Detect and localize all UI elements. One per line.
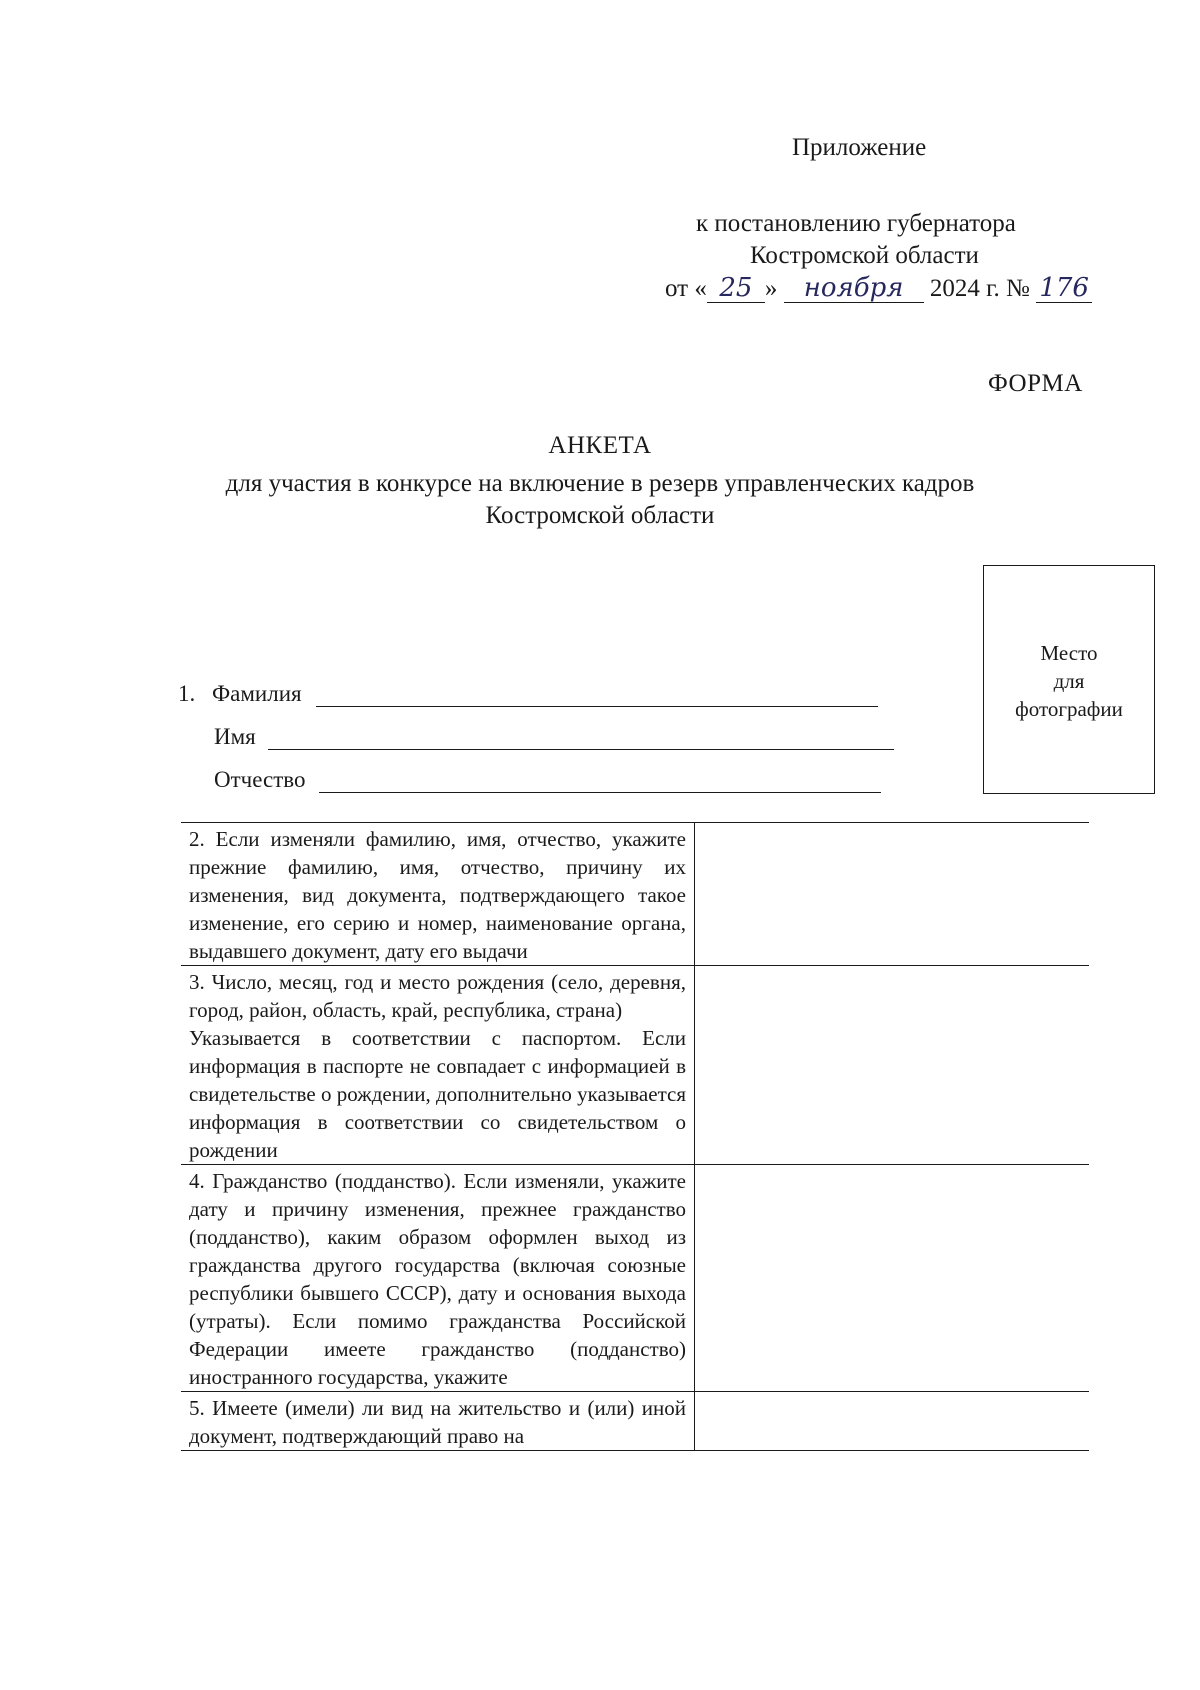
patronymic-label: Отчество <box>214 767 306 792</box>
question-text: 5. Имеете (имели) ли вид на жительство и (или) иной документ, подтверждающий право на <box>189 1396 686 1448</box>
first-name-label: Имя <box>214 724 256 749</box>
answer-cell[interactable] <box>695 823 1090 966</box>
date-prefix: от « <box>665 275 707 302</box>
form-label: ФОРМА <box>988 370 1083 397</box>
table-row <box>181 823 1089 966</box>
appendix-line-resolution: к постановлению губернатора <box>696 210 1016 237</box>
appendix-date-line <box>665 274 1092 303</box>
handwritten-doc-number: 176 <box>1036 274 1092 303</box>
handwritten-month: ноября <box>784 274 924 303</box>
photo-label-line2: для <box>1053 669 1085 693</box>
patronymic-row <box>214 767 881 793</box>
question-text: 2. Если изменяли фамилию, имя, отчество, укажите прежние фамилию, имя, отчество, причину их изменения, вид документа, подтверждающего такое изменение, его серию и номер, наименование органа, выдавшего документ, дату его выдачи <box>189 827 686 963</box>
questionnaire-table <box>181 822 1089 1451</box>
question-note: Указывается в соответствии с паспортом. Если информация в паспорте не совпадает с информацией в свидетельстве о рождении, дополнительно указывается информация в соответствии со свидетельством о рождении <box>189 1026 686 1162</box>
question-number: 1. <box>178 681 196 706</box>
handwritten-day: 25 <box>707 274 765 303</box>
table-row <box>181 1165 1089 1392</box>
question-text: 3. Число, месяц, год и место рождения (село, деревня, город, район, область, край, республика, страна) <box>189 970 686 1022</box>
table-row <box>181 966 1089 1165</box>
question-text: 4. Гражданство (подданство). Если изменяли, укажите дату и причину изменения, прежнее гражданство (подданство), каким образом оформлен выход из гражданства другого государства (включая союзные республики бывшего СССР), дату и основания выхода (утраты). Если помимо гражданства Российской Федерации имеете гражданство (подданство) иностранного государства, укажите <box>189 1169 686 1389</box>
surname-row <box>178 681 878 707</box>
photo-placeholder <box>983 565 1155 794</box>
date-year: 2024 г. № <box>929 275 1030 302</box>
document-subtitle: для участия в конкурсе на включение в резерв управленческих кадров <box>225 470 975 497</box>
table-row <box>181 1392 1089 1451</box>
answer-cell[interactable] <box>695 1392 1090 1451</box>
date-mid: » <box>764 275 778 302</box>
question-cell <box>181 1392 695 1451</box>
first-name-field[interactable] <box>268 725 894 750</box>
answer-cell[interactable] <box>695 966 1090 1165</box>
appendix-line-region: Костромской области <box>750 242 979 269</box>
answer-cell[interactable] <box>695 1165 1090 1392</box>
question-cell <box>181 1165 695 1392</box>
patronymic-field[interactable] <box>319 768 881 793</box>
question-text-clip <box>189 1394 686 1450</box>
photo-label-line1: Место <box>1040 641 1098 665</box>
appendix-title: Приложение <box>792 134 927 161</box>
document-title: АНКЕТА <box>548 432 652 459</box>
photo-label-line3: фотографии <box>1015 697 1123 721</box>
surname-field[interactable] <box>316 682 878 707</box>
question-cell <box>181 823 695 966</box>
surname-label: Фамилия <box>212 681 302 706</box>
question-cell <box>181 966 695 1165</box>
document-subtitle-region: Костромской области <box>485 502 715 529</box>
first-name-row <box>214 724 894 750</box>
